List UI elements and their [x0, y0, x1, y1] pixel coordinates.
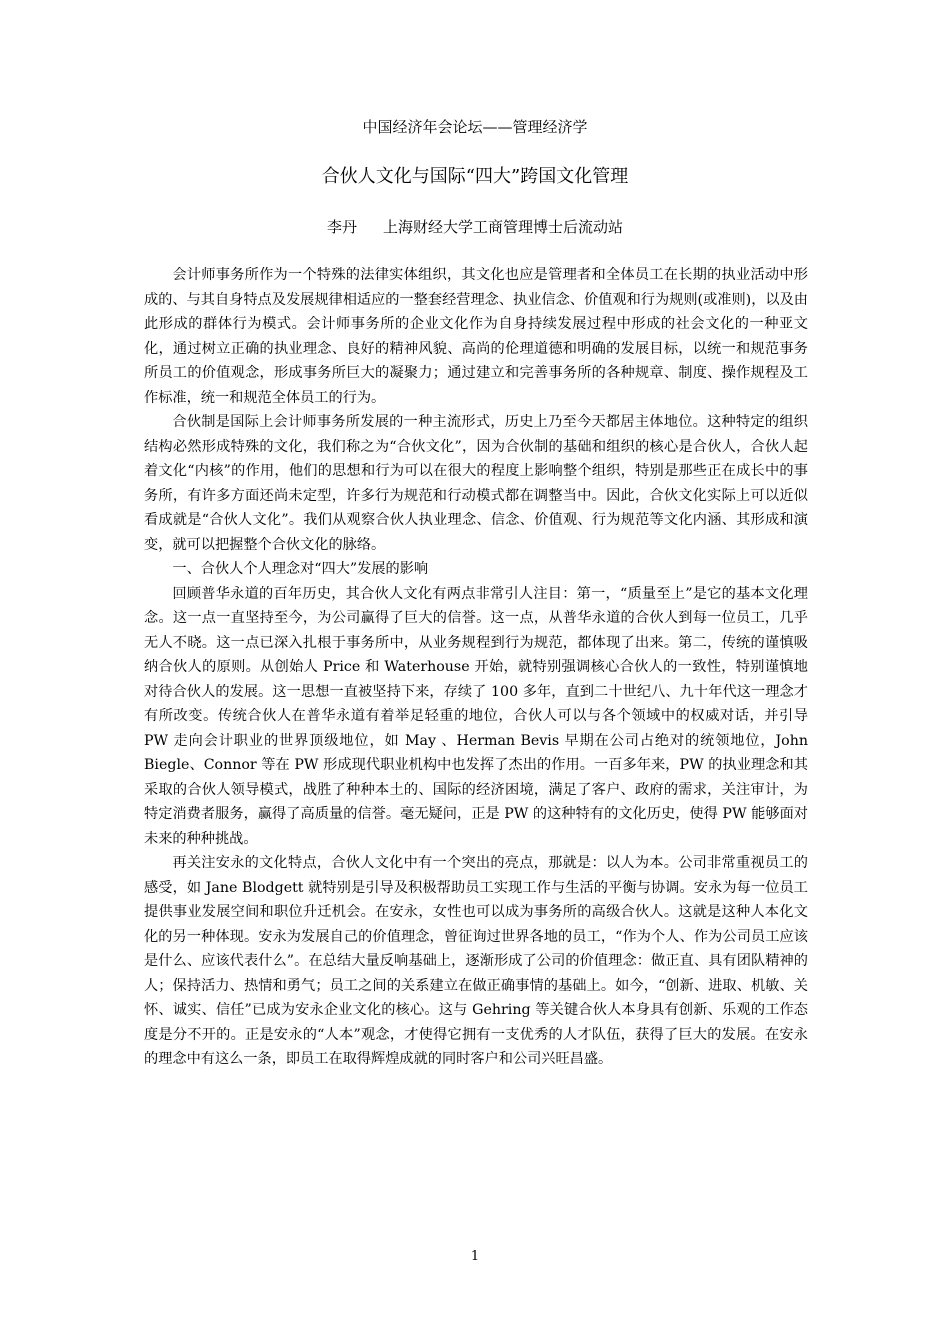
document-title: 合伙人文化与国际“四大”跨国文化管理	[321, 166, 629, 187]
forum-header: 中国经济年会论坛——管理经济学	[362, 118, 588, 136]
paragraph: 再关注安永的文化特点，合伙人文化中有一个突出的亮点，那就是：以人为本。公司非常重视员工的感受，如 Jane Blodgett 就特别是引导及积极帮助员工实现工作与生活的平衡与协调。安永为每一位员工提供事业发展空间和职位升迁机会。在安永，女性也可以成为事务所的高级合伙人。这就是这种人本化文化的另一种体现。安永为发展自己的价值理念，曾征询过世界各地的员工，“作为个人、作为公司员工应该是什么、应该代表什么”。在总结大量反响基础上，逐渐形成了公司的价值理念：做正直、具有团队精神的人；保持活力、热情和勇气；员工之间的关系建立在做正确事情的基础上。如今，“创新、进取、机敏、关怀、诚实、信任”已成为安永企业文化的核心。这与 Gehring 等关键合伙人本身具有创新、乐观的工作态度是分不开的。正是安永的“人本”观念，才使得它拥有一支优秀的人才队伍，获得了巨大的发展。在安永的理念中有这么一条，即员工在取得辉煌成就的同时客户和公司兴旺昌盛。	[144, 855, 808, 1067]
paragraph: 回顾普华永道的百年历史，其合伙人文化有两点非常引人注目：第一，“质量至上”是它的基本文化理念。这一点一直坚持至今，为公司赢得了巨大的信誉。这一点，从普华永道的合伙人到每一位员工，几乎无人不晓。这一点已深入扎根于事务所中，从业务规程到行为规范，都体现了出来。第二，传统的谨慎吸纳合伙人的原则。从创始人 Price 和 Waterhouse 开始，就特别强调核心合伙人的一致性，特别谨慎地对待合伙人的发展。这一思想一直被坚持下来，存续了 100 多年，直到二十世纪八、九十年代这一理念才有所改变。传统合伙人在普华永道有着举足轻重的地位，合伙人可以与各个领域中的权威对话，并引导 PW 走向会计职业的世界顶级地位，如 May 、Herman Bevis 早期在公司占绝对的统领地位，John Biegle、Connor 等在 PW 形成现代职业机构中也发挥了杰出的作用。一百多年来，PW 的执业理念和其采取的合伙人领导模式，战胜了种种本土的、国际的经济困境，满足了客户、政府的需求，关注审计，为特定消费者服务，赢得了高质量的信誉。毫无疑问，正是 PW 的这种特有的文化历史，使得 PW 能够面对未来的种种挑战。	[144, 585, 808, 847]
page-number: 1	[470, 1249, 480, 1264]
author-line	[0, 216, 950, 238]
body-text	[144, 263, 808, 1072]
author-name: 李丹	[326, 218, 357, 236]
section-heading: 一、合伙人个人理念对“四大”发展的影响	[172, 561, 429, 577]
paragraph: 会计师事务所作为一个特殊的法律实体组织，其文化也应是管理者和全体员工在长期的执业活动中形成的、与其自身特点及发展规律相适应的一整套经营理念、执业信念、价值观和行为规则(或准则)，以及由此形成的群体行为模式。会计师事务所的企业文化作为自身持续发展过程中形成的社会文化的一种亚文化，通过树立正确的执业理念、良好的精神风貌、高尚的伦理道德和明确的发展目标，以统一和规范事务所员工的价值观念，形成事务所巨大的凝聚力；通过建立和完善事务所的各种规章、制度、操作规程及工作标准，统一和规范全体员工的行为。	[144, 267, 808, 406]
paragraph: 合伙制是国际上会计师事务所发展的一种主流形式，历史上乃至今天都居主体地位。这种特定的组织结构必然形成特殊的文化，我们称之为“合伙文化”，因为合伙制的基础和组织的核心是合伙人，合伙人起着文化“内核”的作用，他们的思想和行为可以在很大的程度上影响整个组织，特别是那些正在成长中的事务所，有许多方面还尚未定型，许多行为规范和行动模式都在调整当中。因此，合伙文化实际上可以近似看成就是“合伙人文化”。我们从观察合伙人执业理念、信念、价值观、行为规范等文化内涵、其形成和演变，就可以把握整个合伙文化的脉络。	[144, 414, 808, 553]
author-affiliation: 上海财经大学工商管理博士后流动站	[383, 218, 624, 236]
